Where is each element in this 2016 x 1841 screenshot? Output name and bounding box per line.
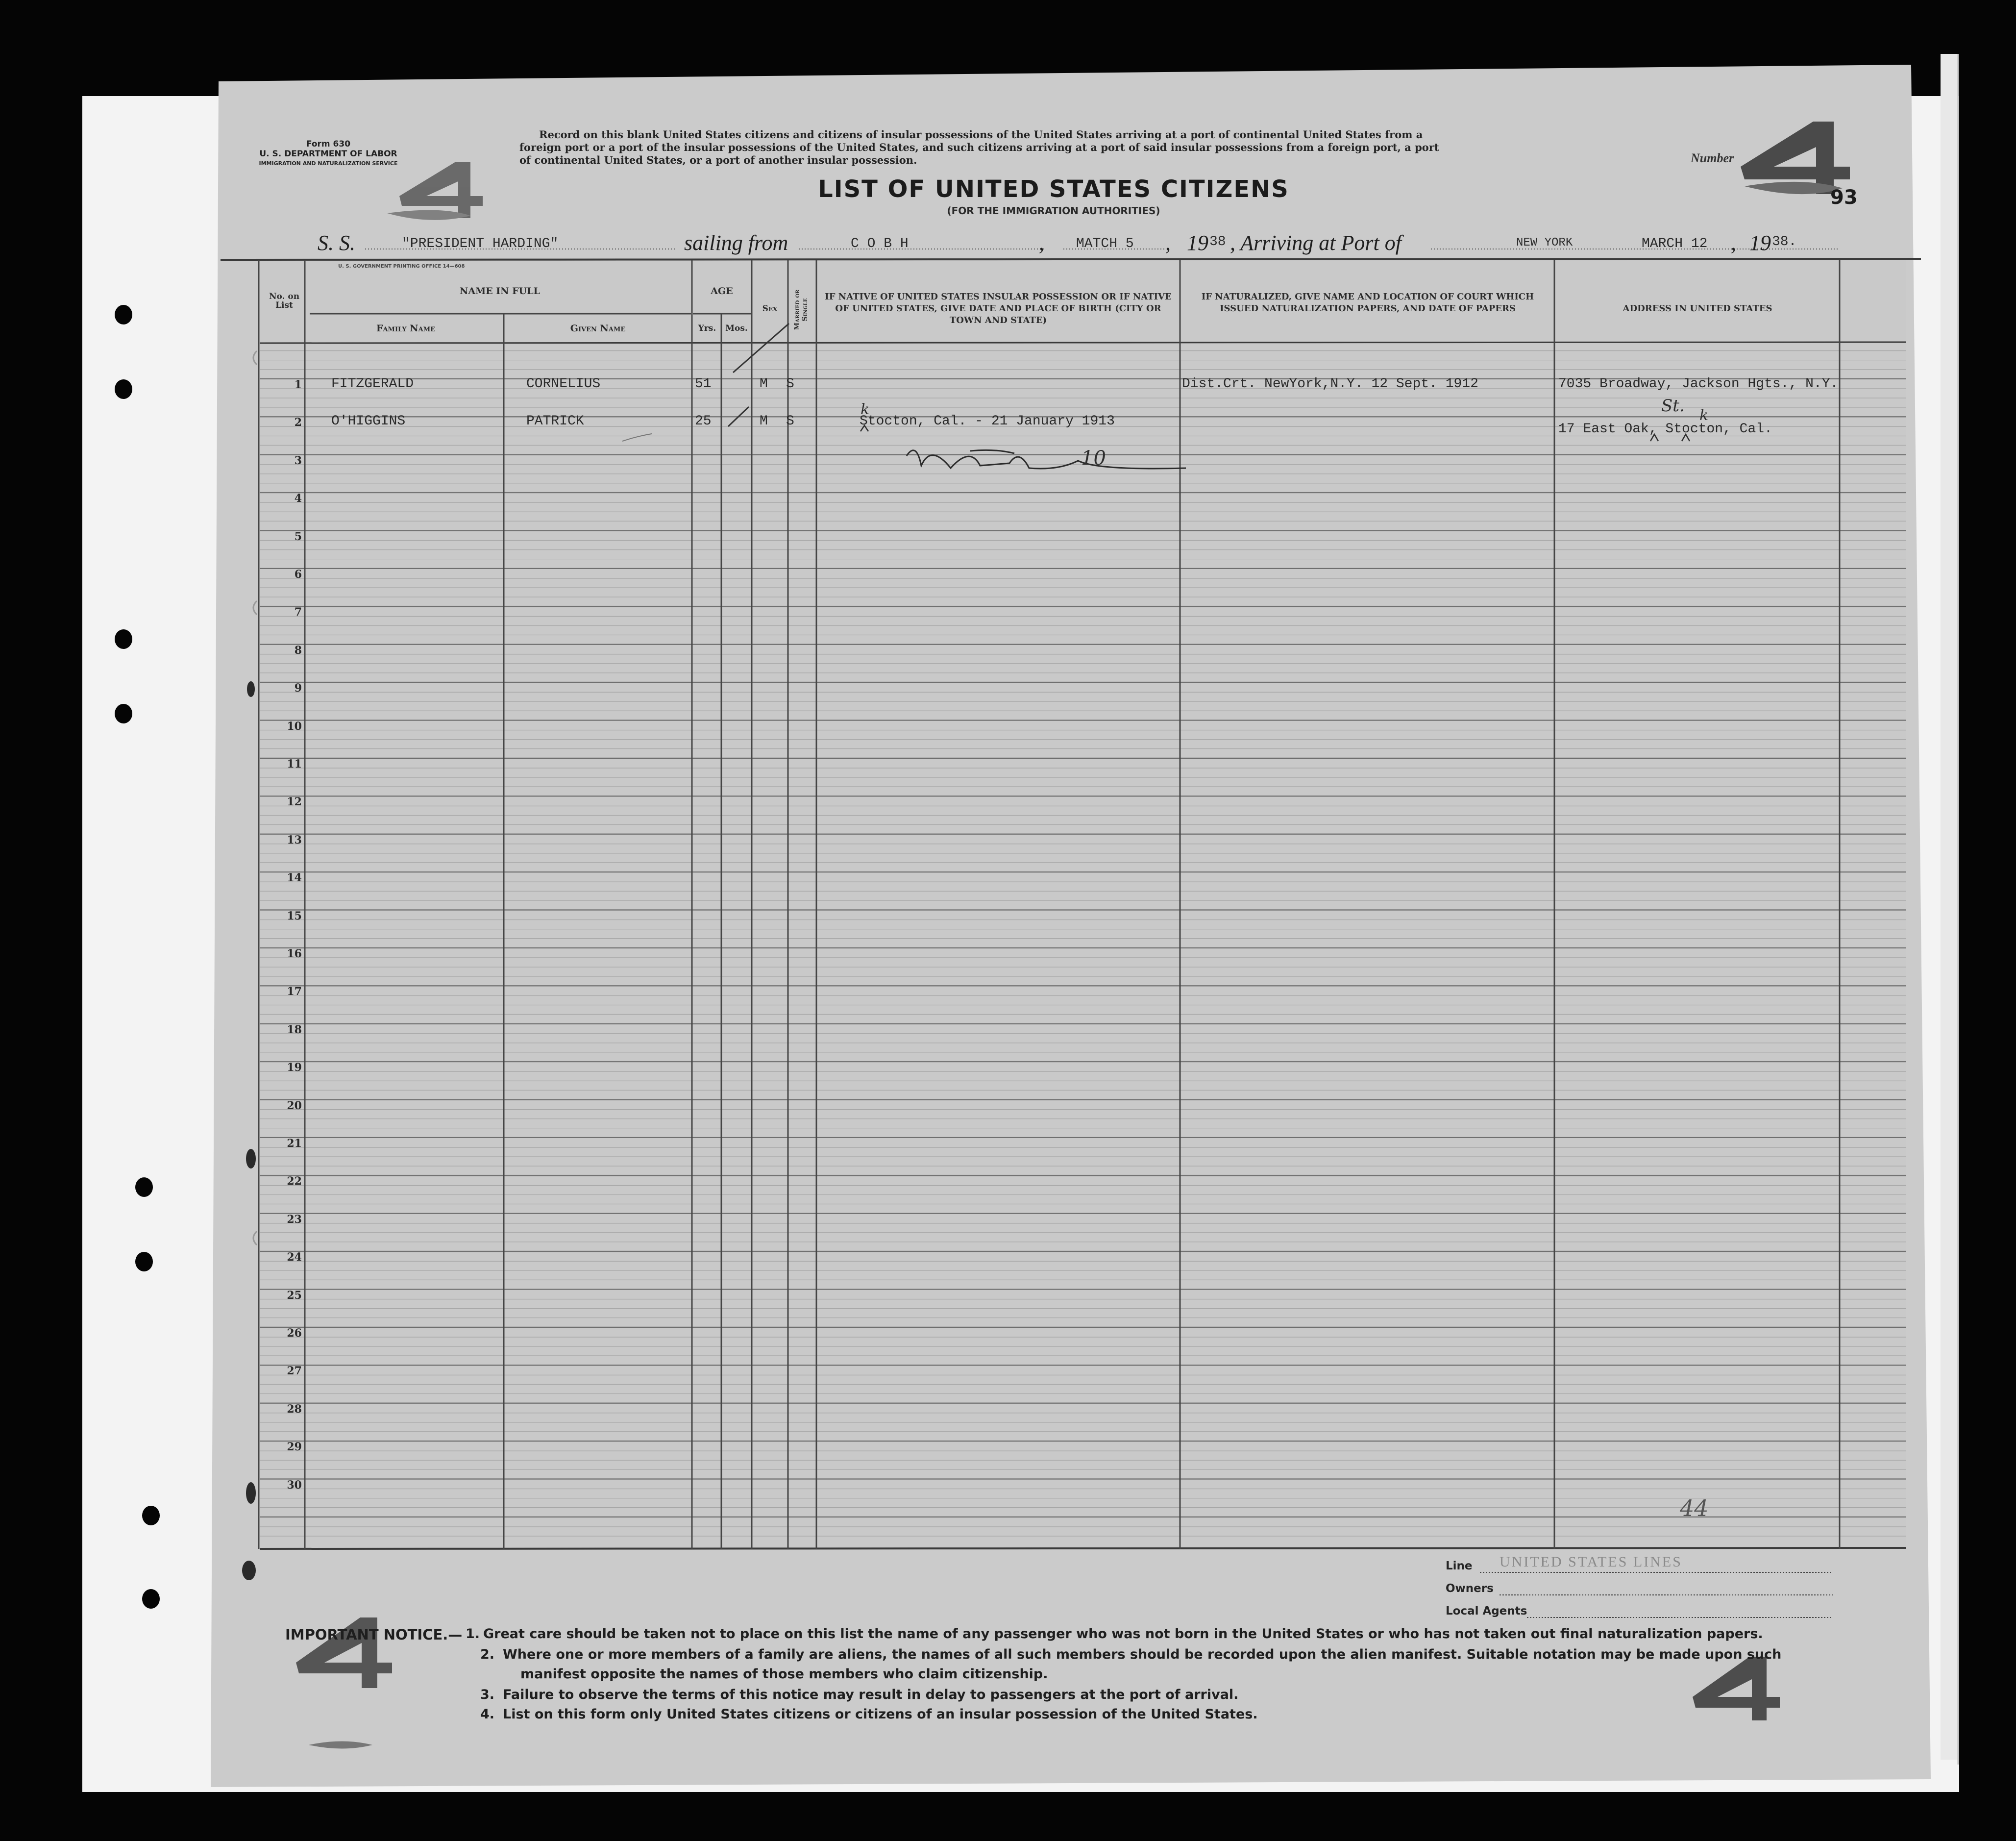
col-header-sex: Sex [762,304,778,314]
row-number: 21 [287,1137,302,1150]
row-number: 28 [287,1402,302,1416]
row-number: 30 [287,1478,302,1492]
row-number: 6 [294,568,302,581]
passenger-1-family-name: FITZGERALD [331,376,414,392]
row-number: 24 [287,1251,302,1264]
row-number: 25 [287,1289,302,1302]
notice-item-2: Where one or more members of a family are aliens, the names of all such members should be recorded upon the alien manifest. Suitable notation may be made upon such [503,1647,1782,1662]
notice-item-3-num: 3. [480,1687,495,1702]
col-header-address: ADDRESS IN UNITED STATES [1623,303,1772,314]
form-identifier [255,139,402,169]
col-header-married-or-single: Married or Single [793,289,809,330]
line-label: Line [1446,1560,1473,1572]
record-instructions [519,128,1598,167]
notice-item-2-num: 2. [480,1647,495,1662]
bottom-number: 44 [1680,1495,1709,1521]
row-number: 19 [287,1061,302,1074]
service-name: IMMIGRATION AND NATURALIZATION SERVICE [259,160,398,167]
row-number: 26 [287,1327,302,1340]
arrival-date: MARCH 12 [1642,236,1708,251]
row-number: 8 [294,644,302,657]
row-number: 1 [294,378,302,391]
row-number: 14 [287,871,302,885]
passenger-2-birth: Stocton, Cal. - 21 January 1913 [860,414,1115,429]
row-number: 13 [287,833,302,846]
col-header-naturalized-info: IF NATURALIZED, GIVE NAME AND LOCATION OF COURT WHICH ISSUED NATURALIZATION PAPERS, AND DATE OF PAPERS [1201,292,1534,314]
passenger-2-given-name: PATRICK [526,414,584,429]
row-number: 22 [287,1175,302,1188]
record-instructions-line: foreign port or a port of the insular possessions of the United States, and such citizens arriving at a port of said insular possessions from a foreign port, a port [519,141,1439,153]
col-header-family-name: Family Name [376,323,435,334]
gpo-imprint: U. S. GOVERNMENT PRINTING OFFICE 14—608 [338,264,465,269]
col-header-no-on-list: No. on List [269,292,300,310]
row-number: 2 [294,416,302,429]
row-number: 17 [287,985,302,998]
owners-label: Owners [1446,1582,1494,1595]
sailing-port: C O B H [851,236,909,251]
row-number: 23 [287,1213,302,1226]
passenger-2-marital: S [786,414,794,429]
row-number: 15 [287,909,302,922]
form-title: LIST OF UNITED STATES CITIZENS [818,175,1289,203]
local-agents-label: Local Agents [1446,1605,1527,1617]
col-header-yrs: Yrs. [698,323,716,333]
department-name: U. S. DEPARTMENT OF LABOR [259,149,397,159]
sailing-year-suffix: 38 [1209,234,1226,249]
passenger-2-address: 17 East Oak, Stocton, Cal. [1558,422,1772,437]
row-number: 27 [287,1365,302,1378]
passenger-1-given-name: CORNELIUS [526,376,601,392]
row-number: 5 [294,530,302,543]
ss-label: S. S. [318,231,355,255]
row-number: 7 [294,606,302,619]
row-number: 11 [287,758,302,771]
form-number: Form 630 [306,139,351,149]
row-number: 16 [287,947,302,960]
notice-heading: IMPORTANT NOTICE.— [285,1626,463,1643]
handwritten-k-birth: k [860,401,870,418]
row-number: 4 [294,492,302,505]
form-subtitle: (FOR THE IMMIGRATION AUTHORITIES) [947,205,1160,217]
handwritten-time: 10 [1081,447,1106,470]
line-value: UNITED STATES LINES [1500,1554,1682,1570]
col-header-mos: Mos. [725,323,748,333]
arriving-label: , Arriving at Port of [1230,231,1401,255]
passenger-2-sex: M [760,414,768,429]
passenger-1-address: 7035 Broadway, Jackson Hgts., N.Y. [1558,376,1839,392]
passenger-1-sex: M [760,376,768,392]
row-number: 9 [294,682,302,695]
number-label: Number [1691,151,1734,165]
row-number: 10 [287,720,302,733]
row-number: 18 [287,1023,302,1036]
sailing-from-label: sailing from [684,231,788,255]
notice-item-1: Great care should be taken not to place on this list the name of any passenger who was not born in the United States or who has not taken out final naturalization papers. [483,1626,1763,1642]
row-number: 12 [287,796,302,809]
passenger-2-family-name: O'HIGGINS [331,414,406,429]
handwritten-k-address: k [1699,407,1709,424]
row-number: 29 [287,1441,302,1454]
arrival-year-suffix: 38. [1772,234,1797,249]
arrival-year-prefix: 19 [1749,231,1771,255]
arrival-port: NEW YORK [1516,236,1573,249]
page-number: 93 [1830,186,1858,209]
col-header-native-info: IF NATIVE OF UNITED STATES INSULAR POSSESSION OR IF NATIVE OF UNITED STATES, GIVE DATE AND PLACE OF BIRTH (CITY OR TOWN AND STATE) [825,292,1172,325]
passenger-1-marital: S [786,376,794,392]
sailing-year-prefix: 19 [1187,231,1208,255]
row-number: 3 [294,454,302,467]
col-header-given-name: Given Name [570,323,626,334]
col-header-name-in-full: NAME IN FULL [460,286,540,297]
notice-item-3: Failure to observe the terms of this notice may result in delay to passengers at the port of arrival. [503,1687,1239,1702]
notice-item-4: List on this form only United States citizens or citizens of an insular possession of the United States. [503,1707,1258,1722]
notice-item-2-continued: manifest opposite the names of those members who claim citizenship. [520,1667,1048,1682]
handwritten-st: St. [1661,396,1685,416]
record-instructions-line: of continental United States, or a port of another insular possession. [519,154,917,166]
notice-item-4-num: 4. [480,1707,495,1722]
passenger-2-age-yrs: 25 [695,414,712,429]
passenger-1-naturalization: Dist.Crt. NewYork,N.Y. 12 Sept. 1912 [1182,376,1478,392]
sailing-date: MATCH 5 [1076,236,1134,251]
record-instructions-line: Record on this blank United States citizens and citizens of insular possessions of the United States arriving at a port of continental United States from a [539,128,1423,141]
row-number: 20 [287,1099,302,1112]
notice-item-1-num: 1. [466,1626,480,1642]
passenger-1-age-yrs: 51 [695,376,712,392]
col-header-age: AGE [711,286,733,297]
ship-name: "PRESIDENT HARDING" [402,236,559,251]
